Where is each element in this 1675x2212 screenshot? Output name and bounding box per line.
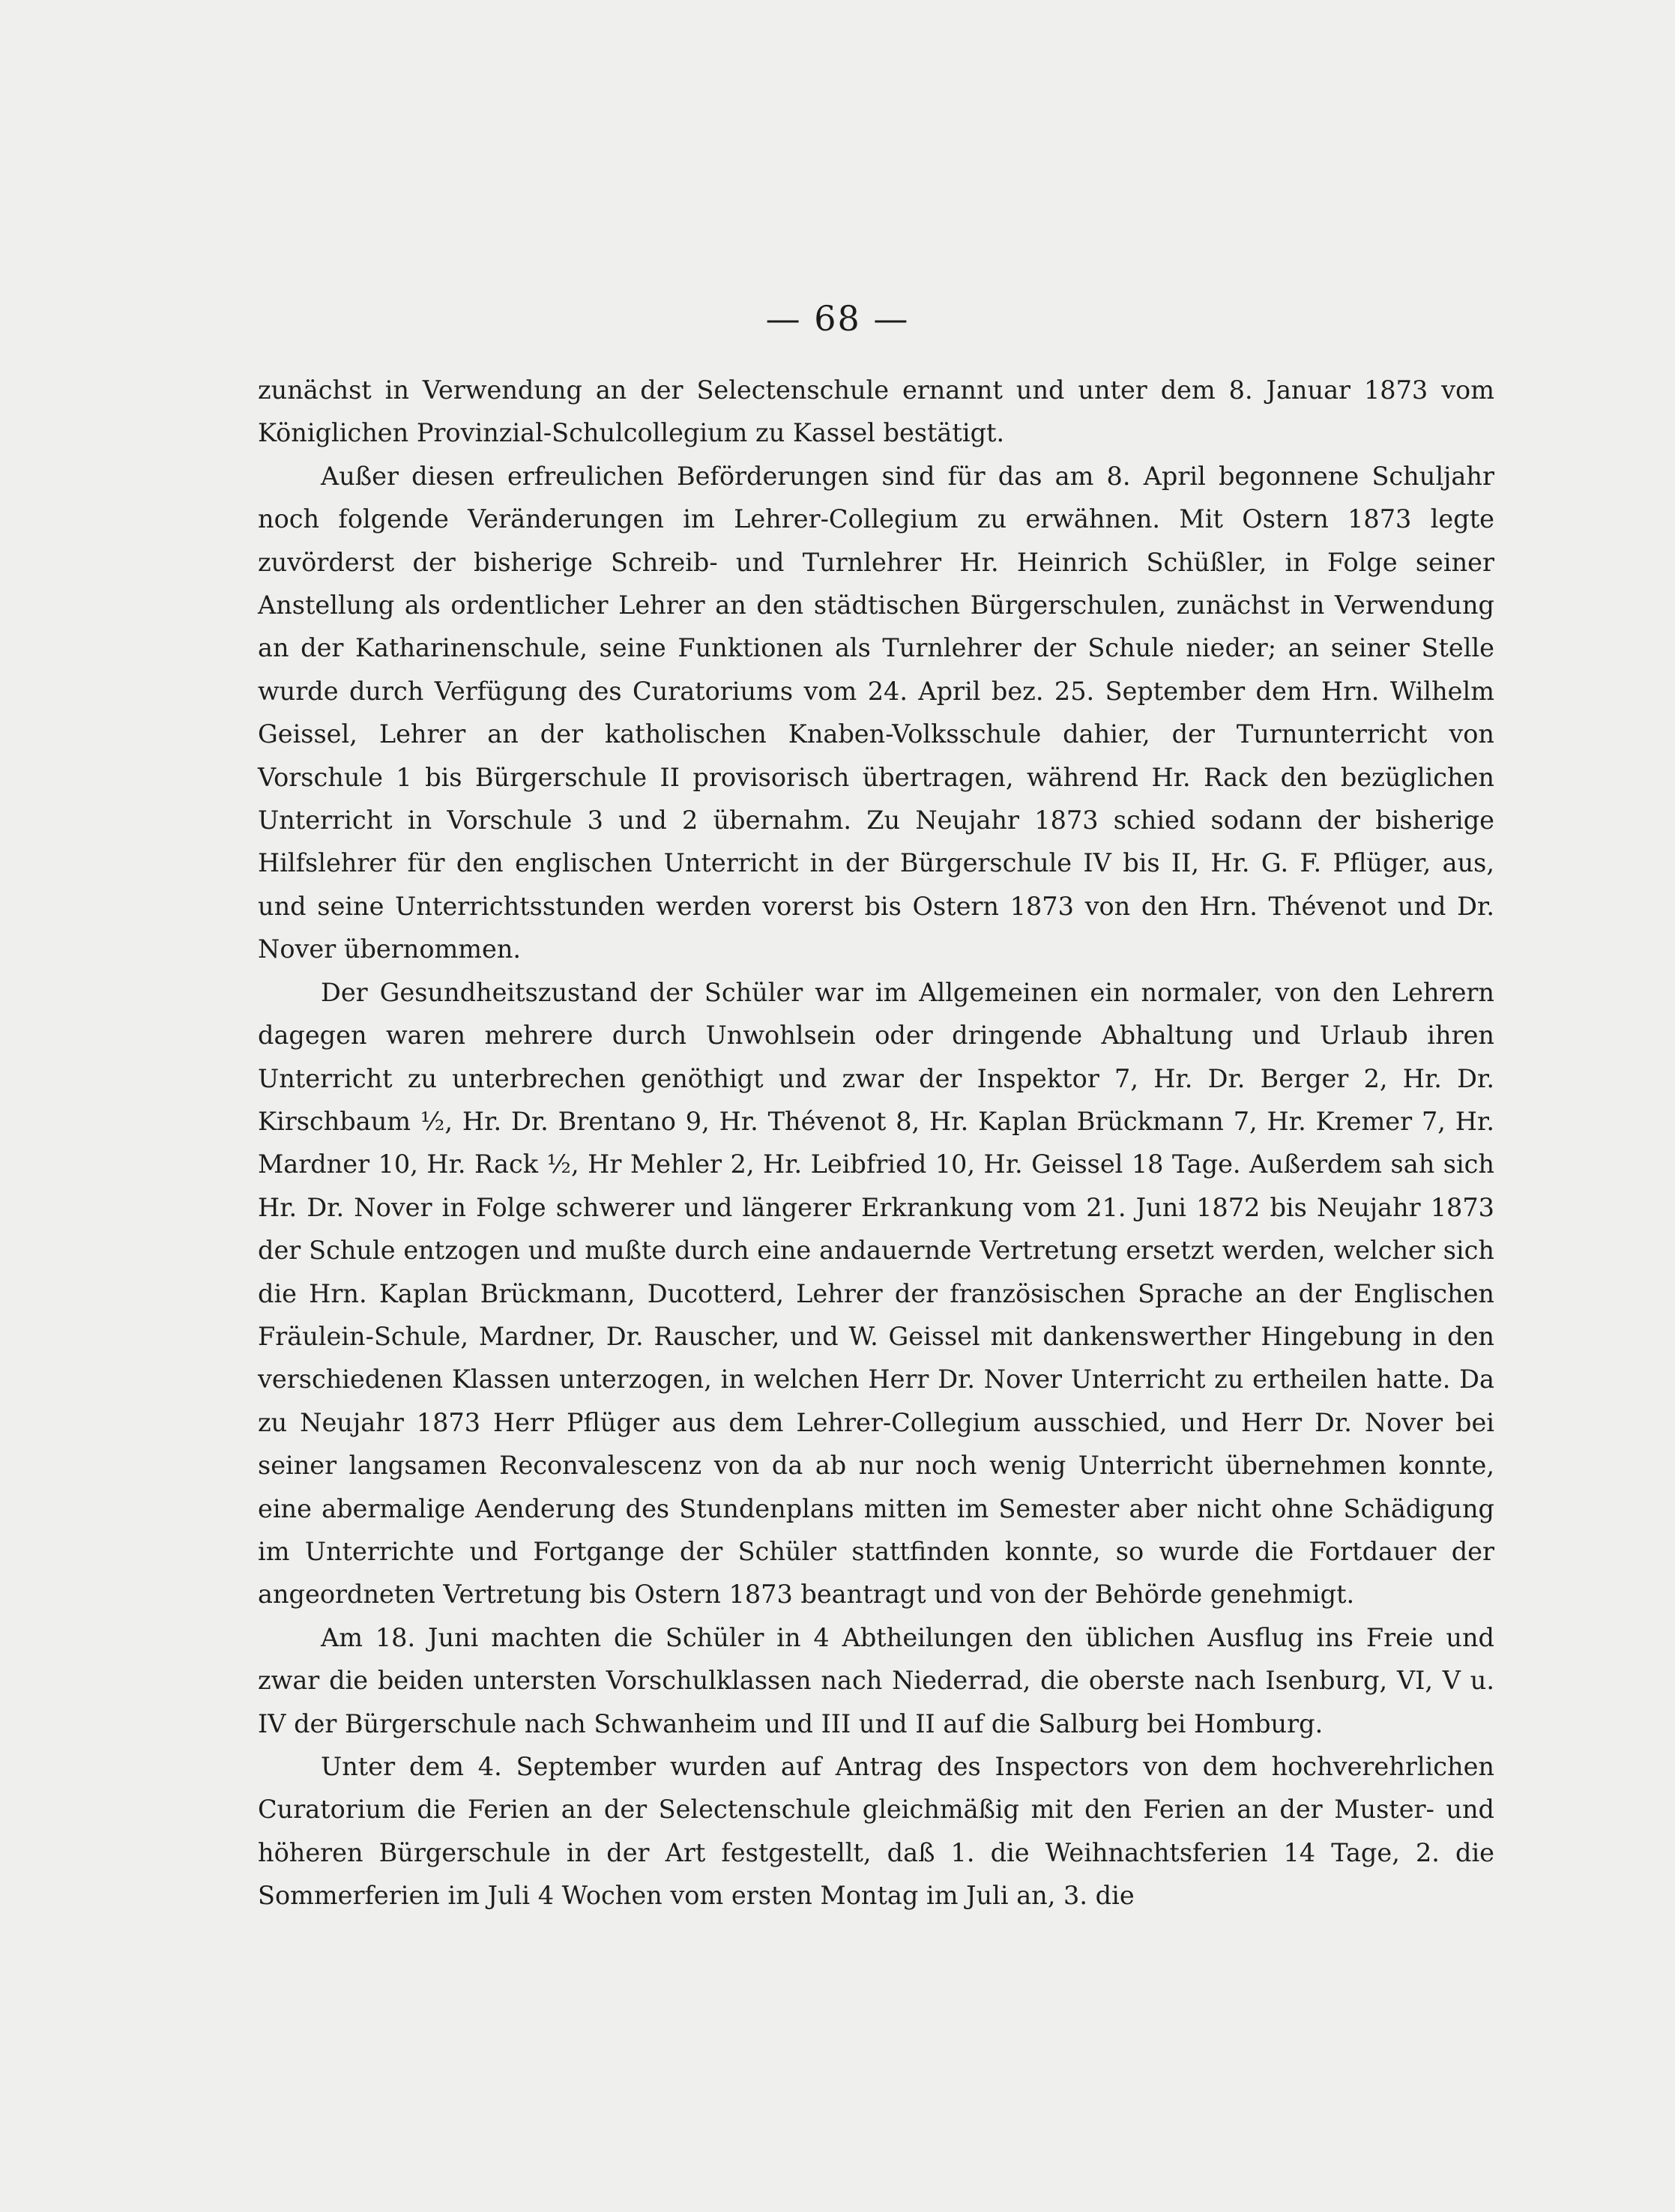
paragraph-3: Der Gesundheitszustand der Schüler war im Allgemeinen ein normaler, von den Lehrern dagegen waren mehrere durch Unwohlsein oder dringende Abhaltung und Urlaub ihren Unterricht zu unterbrechen genöthigt und zwar der Inspektor 7, Hr. Dr. Berger 2, Hr. Dr. Kirschbaum ½, Hr. Dr. Brentano 9, Hr. Thévenot 8, Hr. Kaplan Brückmann 7, Hr. Kremer 7, Hr. Mardner 10, Hr. Rack ½, Hr Mehler 2, Hr. Leibfried 10, Hr. Geissel 18 Tage. Außerdem sah sich Hr. Dr. Nover in Folge schwerer und längerer Erkrankung vom 21. Juni 1872 bis Neujahr 1873 der Schule entzogen und mußte durch eine andauernde Vertretung ersetzt werden, welcher sich die Hrn. Kaplan Brückmann, Ducotterd, Lehrer der französischen Sprache an der Englischen Fräulein-Schule, Mardner, Dr. Rauscher, und W. Geissel mit dankenswerther Hingebung in den verschiedenen Klassen unterzogen, in welchen Herr Dr. Nover Unterricht zu ertheilen hatte. Da zu Neujahr 1873 Herr Pflüger aus dem Lehrer-Collegium ausschied, und Herr Dr. Nover bei seiner langsamen Reconvalescenz von da ab nur noch wenig Unterricht übernehmen konnte, eine abermalige Aenderung des Stundenplans mitten im Semester aber nicht ohne Schädigung im Unterrichte und Fortgange der Schüler stattfinden konnte, so wurde die Fortdauer der angeordneten Vertretung bis Ostern 1873 beantragt und von der Behörde genehmigt. xyxy=(258,977,1494,1610)
paragraph-1: zunächst in Verwendung an der Selectenschule ernannt und unter dem 8. Januar 1873 vom Königlichen Provinzial-Schulcollegium zu Kassel bestätigt. xyxy=(258,375,1494,448)
paragraph-5: Unter dem 4. September wurden auf Antrag des Inspectors von dem hochverehrlichen Curatorium die Ferien an der Selectenschule gleichmäßig mit den Ferien an der Muster- und höheren Bürgerschule in der Art festgestellt, daß 1. die Weihnachtsferien 14 Tage, 2. die Sommerferien im Juli 4 Wochen vom ersten Montag im Juli an, 3. die xyxy=(258,1752,1494,1911)
body-text xyxy=(258,369,1494,1918)
paragraph-4: Am 18. Juni machten die Schüler in 4 Abtheilungen den üblichen Ausflug ins Freie und zwar die beiden untersten Vorschulklassen nach Niederrad, die oberste nach Isenburg, VI, V u. IV der Bürgerschule nach Schwanheim und III und II auf die Salburg bei Homburg. xyxy=(258,1622,1494,1738)
paragraph-2: Außer diesen erfreulichen Beförderungen sind für das am 8. April begonnene Schuljahr noch folgende Veränderungen im Lehrer-Collegium zu erwähnen. Mit Ostern 1873 legte zuvörderst der bisherige Schreib- und Turnlehrer Hr. Heinrich Schüßler, in Folge seiner Anstellung als ordentlicher Lehrer an den städtischen Bürgerschulen, zunächst in Verwendung an der Katharinenschule, seine Funktionen als Turnlehrer der Schule nieder; an seiner Stelle wurde durch Verfügung des Curatoriums vom 24. April bez. 25. September dem Hrn. Wilhelm Geissel, Lehrer an der katholischen Knaben-Volksschule dahier, der Turnunterricht von Vorschule 1 bis Bürgerschule II provisorisch übertragen, während Hr. Rack den bezüglichen Unterricht in Vorschule 3 und 2 übernahm. Zu Neujahr 1873 schied sodann der bisherige Hilfslehrer für den englischen Unterricht in der Bürgerschule IV bis II, Hr. G. F. Pflüger, aus, und seine Unterrichtsstunden werden vorerst bis Ostern 1873 von den Hrn. Thévenot und Dr. Nover übernommen. xyxy=(258,461,1494,964)
page-number: — 68 — xyxy=(765,298,910,339)
